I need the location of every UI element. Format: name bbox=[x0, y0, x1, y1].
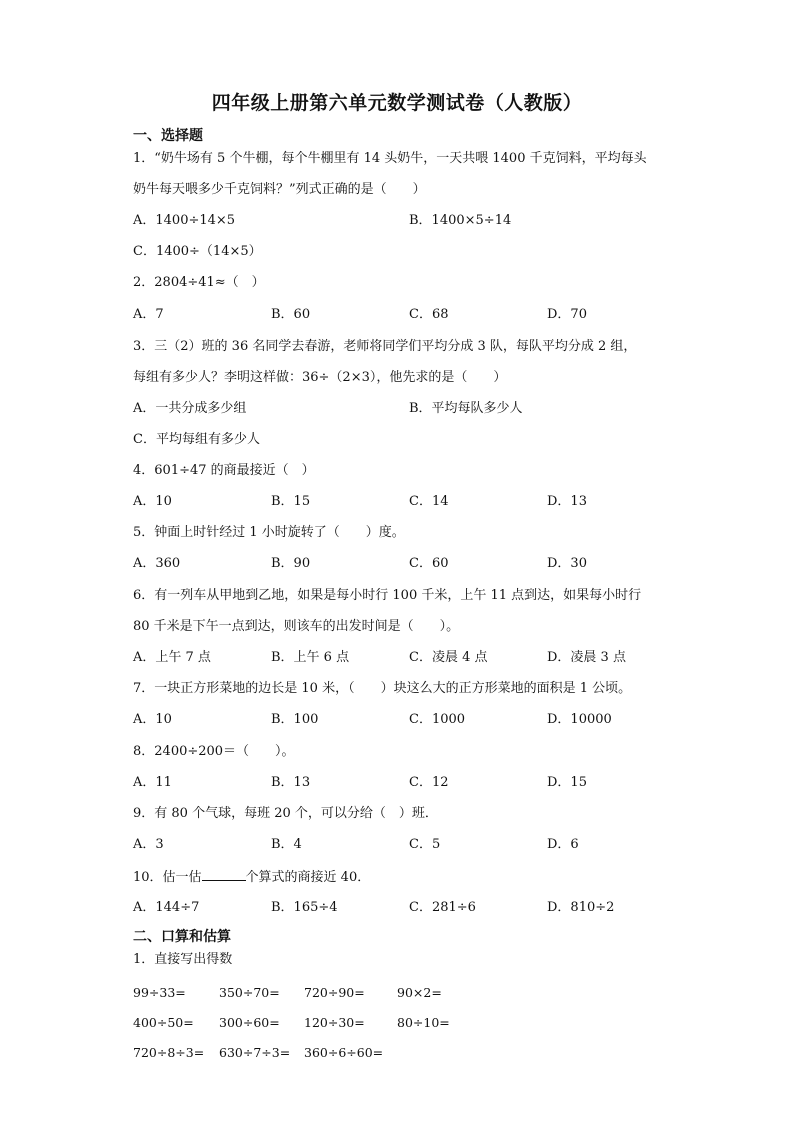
calc-item: 720÷90= bbox=[304, 985, 365, 1000]
question-4-option-b[interactable]: B．15 bbox=[271, 494, 311, 509]
section-2-question-1: 1．直接写出得数 bbox=[133, 952, 233, 967]
question-3-line-1: 3．三（2）班的 36 名同学去春游，老师将同学们平均分成 3 队，每队平均分成 2 组， bbox=[133, 339, 637, 354]
question-6-option-c[interactable]: C．凌晨 4 点 bbox=[409, 650, 488, 665]
question-8-option-c[interactable]: C．12 bbox=[409, 775, 449, 790]
question-4-option-d[interactable]: D．13 bbox=[547, 494, 587, 509]
question-2-option-d[interactable]: D．70 bbox=[547, 307, 587, 322]
question-1-option-c[interactable]: C．1400÷（14×5） bbox=[133, 244, 262, 259]
question-10-option-b[interactable]: B．165÷4 bbox=[271, 900, 338, 915]
calc-item: 300÷60= bbox=[219, 1015, 280, 1030]
question-2-line-1: 2．2804÷41≈（ ） bbox=[133, 275, 265, 290]
section-heading-mental-math: 二、口算和估算 bbox=[133, 929, 231, 945]
question-1-option-b[interactable]: B．1400×5÷14 bbox=[409, 213, 512, 228]
calc-item: 360÷6÷60= bbox=[304, 1045, 384, 1060]
question-2-option-a[interactable]: A．7 bbox=[133, 307, 164, 322]
question-5-option-a[interactable]: A．360 bbox=[133, 556, 181, 571]
calc-item: 120÷30= bbox=[304, 1015, 365, 1030]
question-5-option-b[interactable]: B．90 bbox=[271, 556, 311, 571]
question-7-option-b[interactable]: B．100 bbox=[271, 712, 319, 727]
question-3-option-c[interactable]: C．平均每组有多少人 bbox=[133, 432, 260, 447]
question-4-option-c[interactable]: C．14 bbox=[409, 494, 449, 509]
question-3-line-2: 每组有多少人？李明这样做：36÷（2×3），他先求的是（ ） bbox=[133, 370, 507, 385]
question-6-line-1: 6．有一列车从甲地到乙地，如果是每小时行 100 千米，上午 11 点到达，如果每小时行 bbox=[133, 588, 642, 603]
question-9-option-c[interactable]: C．5 bbox=[409, 837, 441, 852]
question-6-option-a[interactable]: A．上午 7 点 bbox=[133, 650, 211, 665]
question-9-option-d[interactable]: D．6 bbox=[547, 837, 579, 852]
question-4-line-1: 4．601÷47 的商最接近（ ） bbox=[133, 463, 315, 478]
calc-item: 400÷50= bbox=[133, 1015, 194, 1030]
section-heading-choice: 一、选择题 bbox=[133, 128, 203, 144]
question-1-option-a[interactable]: A．1400÷14×5 bbox=[133, 213, 236, 228]
calc-item: 720÷8÷3= bbox=[133, 1045, 205, 1060]
calc-item: 90×2= bbox=[397, 985, 442, 1000]
question-3-option-a[interactable]: A．一共分成多少组 bbox=[133, 401, 247, 416]
question-10-text-before: 10．估一估 bbox=[133, 870, 202, 885]
question-2-option-c[interactable]: C．68 bbox=[409, 307, 449, 322]
question-5-option-c[interactable]: C．60 bbox=[409, 556, 449, 571]
calc-item: 350÷70= bbox=[219, 985, 280, 1000]
question-9-option-a[interactable]: A．3 bbox=[133, 837, 164, 852]
question-5-line-1: 5．钟面上时针经过 1 小时旋转了（ ）度。 bbox=[133, 525, 405, 540]
question-7-option-d[interactable]: D．10000 bbox=[547, 712, 612, 727]
question-10-text-after: 个算式的商接近 40． bbox=[245, 870, 371, 885]
question-8-option-a[interactable]: A．11 bbox=[133, 775, 172, 790]
question-6-option-b[interactable]: B．上午 6 点 bbox=[271, 650, 350, 665]
question-7-option-c[interactable]: C．1000 bbox=[409, 712, 466, 727]
question-3-option-b[interactable]: B．平均每队多少人 bbox=[409, 401, 523, 416]
question-1-line-2: 奶牛每天喂多少千克饲料？”列式正确的是（ ） bbox=[133, 182, 426, 197]
question-8-line-1: 8．2400÷200＝（ ）。 bbox=[133, 744, 295, 759]
calc-item: 99÷33= bbox=[133, 985, 186, 1000]
answer-blank[interactable] bbox=[202, 868, 246, 881]
question-9-line-1: 9．有 80 个气球，每班 20 个，可以分给（ ）班． bbox=[133, 806, 438, 821]
question-5-option-d[interactable]: D．30 bbox=[547, 556, 587, 571]
question-7-option-a[interactable]: A．10 bbox=[133, 712, 172, 727]
question-10-option-d[interactable]: D．810÷2 bbox=[547, 900, 615, 915]
question-6-option-d[interactable]: D．凌晨 3 点 bbox=[547, 650, 626, 665]
calc-item: 80÷10= bbox=[397, 1015, 450, 1030]
question-8-option-d[interactable]: D．15 bbox=[547, 775, 587, 790]
question-4-option-a[interactable]: A．10 bbox=[133, 494, 172, 509]
question-7-line-1: 7．一块正方形菜地的边长是 10 米，（ ）块这么大的正方形菜地的面积是 1 公顷。 bbox=[133, 681, 632, 696]
calc-item: 630÷7÷3= bbox=[219, 1045, 291, 1060]
question-10-option-a[interactable]: A．144÷7 bbox=[133, 900, 200, 915]
question-9-option-b[interactable]: B．4 bbox=[271, 837, 302, 852]
question-6-line-2: 80 千米是下午一点到达，则该车的出发时间是（ ）。 bbox=[133, 619, 460, 634]
page-title: 四年级上册第六单元数学测试卷（人教版） bbox=[211, 92, 583, 114]
question-2-option-b[interactable]: B．60 bbox=[271, 307, 311, 322]
question-8-option-b[interactable]: B．13 bbox=[271, 775, 311, 790]
question-10-line-1 bbox=[133, 868, 370, 887]
question-1-line-1: 1．“奶牛场有 5 个牛棚，每个牛棚里有 14 头奶牛，一天共喂 1400 千克饲料，平均每头 bbox=[133, 151, 647, 166]
question-10-option-c[interactable]: C．281÷6 bbox=[409, 900, 476, 915]
